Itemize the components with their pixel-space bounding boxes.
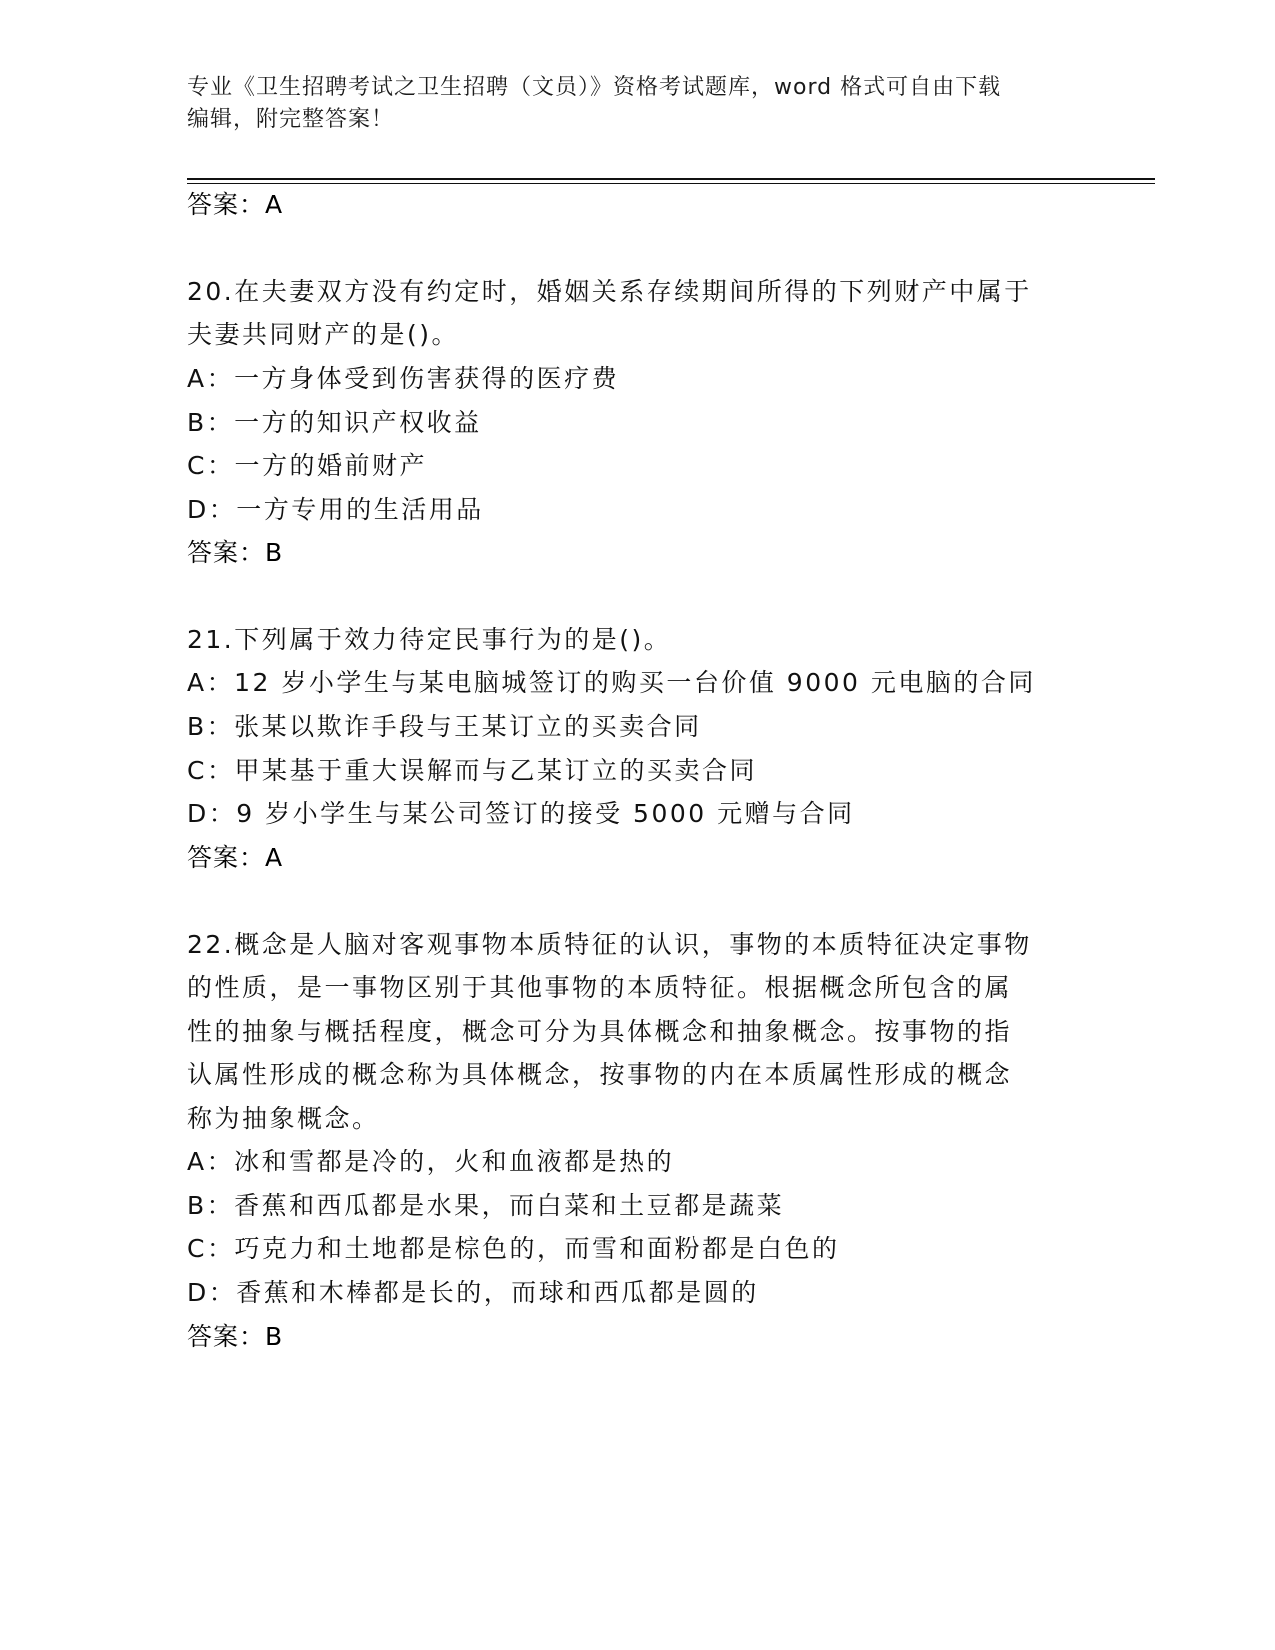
question-text-line: 认属性形成的概念称为具体概念，按事物的内在本质属性形成的概念 [187,1060,1013,1089]
option-a: A：冰和雪都是冷的，火和血液都是热的 [187,1147,675,1176]
option-d: D：香蕉和木棒都是长的，而球和西瓜都是圆的 [187,1278,759,1307]
option-b: B：张某以欺诈手段与王某订立的买卖合同 [187,712,702,741]
question-text-line: 21.下列属于效力待定民事行为的是()。 [187,625,672,654]
option-c: C：一方的婚前财产 [187,451,427,480]
option-a: A：12 岁小学生与某电脑城签订的购买一台价值 9000 元电脑的合同 [187,668,1036,697]
option-d: D：一方专用的生活用品 [187,495,484,524]
header-line-2: 编辑，附完整答案！ [187,107,395,132]
question-text-line: 的性质，是一事物区别于其他事物的本质特征。根据概念所包含的属 [187,973,1013,1002]
document-header [187,72,1087,136]
option-d: D：9 岁小学生与某公司签订的接受 5000 元赠与合同 [187,799,855,828]
header-divider-thin [187,183,1155,184]
option-a: A：一方身体受到伤害获得的医疗费 [187,364,620,393]
answer-label: 答案：A [187,843,284,872]
option-b: B：香蕉和西瓜都是水果，而白菜和土豆都是蔬菜 [187,1191,785,1220]
question-text-line: 20.在夫妻双方没有约定时，婚姻关系存续期间所得的下列财产中属于 [187,277,1032,306]
previous-answer: 答案：A [187,190,284,219]
option-c: C：巧克力和土地都是棕色的，而雪和面粉都是白色的 [187,1234,840,1263]
question-text-line: 称为抽象概念。 [187,1104,380,1133]
header-divider-thick [187,178,1155,180]
answer-label: 答案：B [187,538,284,567]
header-line-1: 专业《卫生招聘考试之卫生招聘（文员）》资格考试题库，word 格式可自由下载 [187,75,1002,100]
option-c: C：甲某基于重大误解而与乙某订立的买卖合同 [187,756,757,785]
question-text-line: 夫妻共同财产的是()。 [187,320,460,349]
option-b: B：一方的知识产权收益 [187,408,482,437]
question-text-line: 22.概念是人脑对客观事物本质特征的认识，事物的本质特征决定事物 [187,930,1032,959]
answer-label: 答案：B [187,1322,284,1351]
question-text-line: 性的抽象与概括程度，概念可分为具体概念和抽象概念。按事物的指 [187,1017,1013,1046]
